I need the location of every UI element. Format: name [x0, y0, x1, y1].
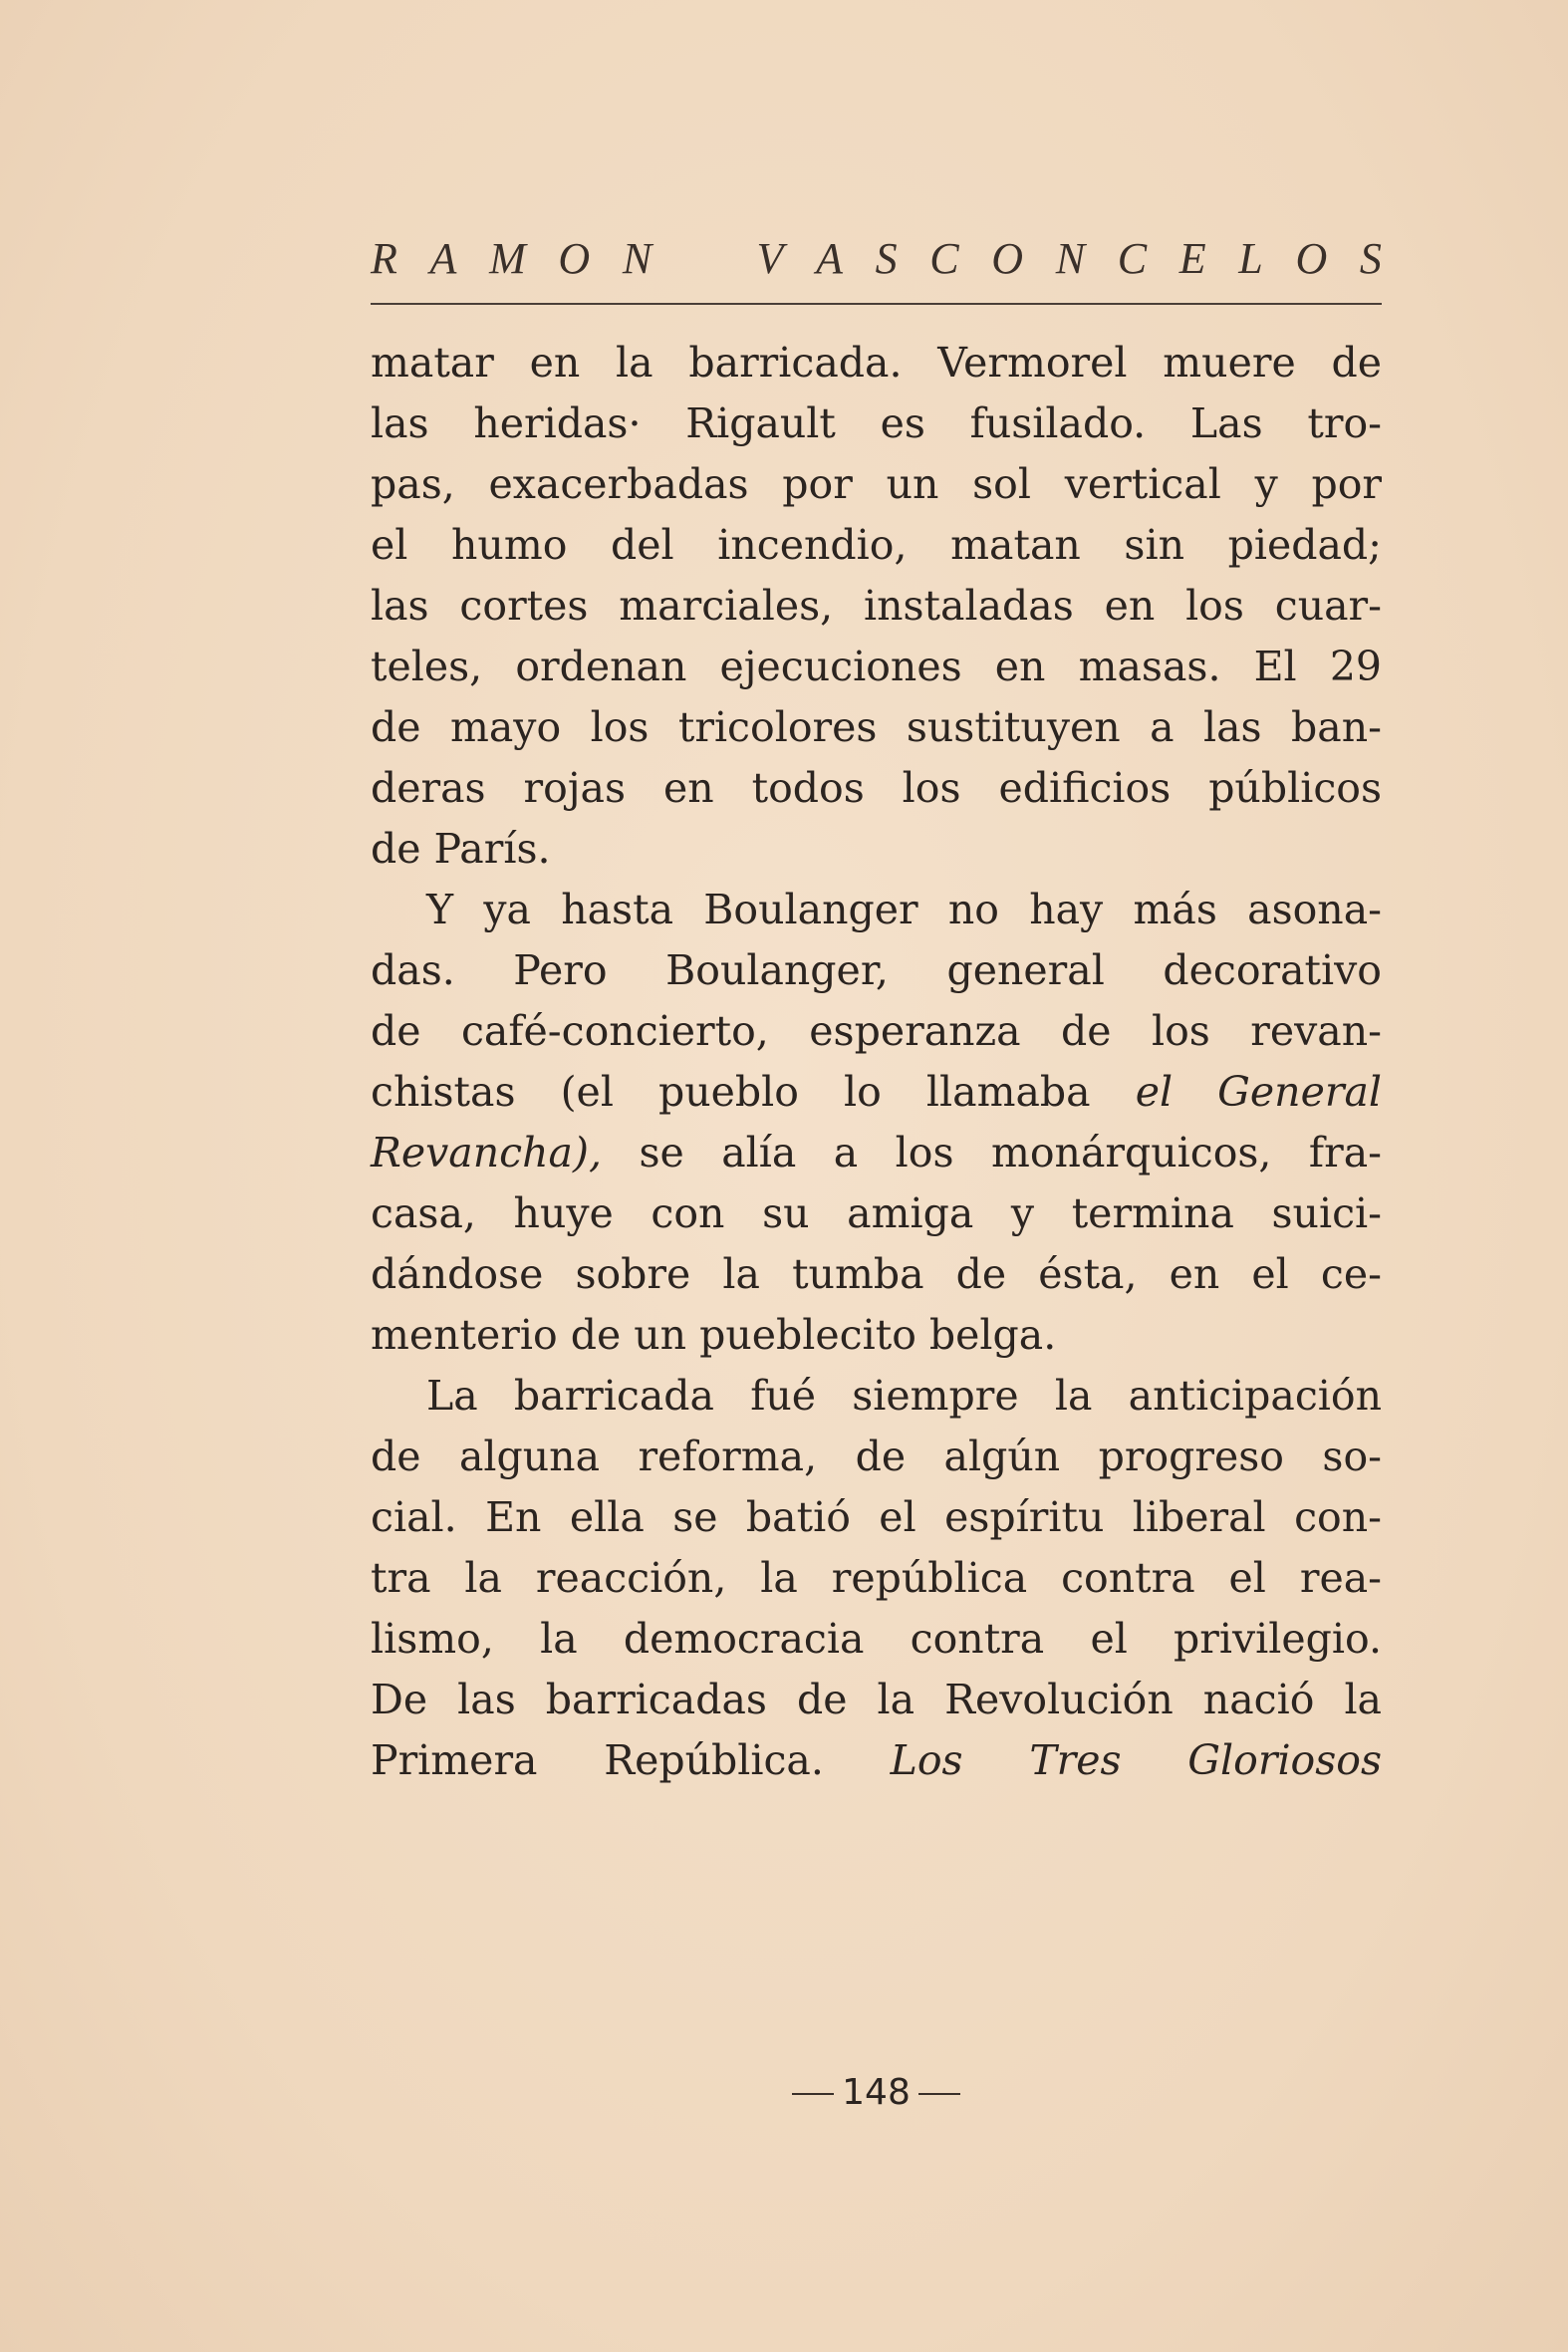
- text-line: De las barricadas de la Revolución nació la: [371, 1676, 1382, 1723]
- text-line: matar en la barricada. Vermorel muere de: [371, 339, 1382, 387]
- text-line: lismo, la democracia contra el privilegio.: [371, 1615, 1382, 1663]
- running-head-rule: [371, 303, 1382, 305]
- book-page: [371, 229, 1383, 2113]
- text-line: el humo del incendio, matan sin piedad;: [371, 521, 1382, 569]
- text-line: das. Pero Boulanger, general decorativo: [371, 946, 1382, 994]
- running-head-letter: O: [1295, 234, 1328, 283]
- running-head-letter: L: [1238, 234, 1263, 283]
- text-span: Primera República.: [371, 1736, 891, 1784]
- text-line: de mayo los tricolores sustituyen a las ban-: [371, 703, 1382, 751]
- running-head-letter: O: [558, 234, 591, 283]
- text-line: las cortes marciales, instaladas en los cuar-: [371, 582, 1382, 630]
- page-number: [371, 2072, 1382, 2113]
- running-head-letter: N: [622, 234, 653, 283]
- text-span: se alía a los monárquicos, fra-: [602, 1129, 1382, 1176]
- text-line: pas, exacerbadas por un sol vertical y por: [371, 460, 1382, 508]
- running-head-letter: N: [1055, 234, 1086, 283]
- text-line: de café-concierto, esperanza de los revan-: [371, 1007, 1382, 1055]
- text-line: menterio de un pueblecito belga.: [371, 1311, 1057, 1359]
- running-head-letter: C: [929, 234, 959, 283]
- running-head-letter: S: [875, 234, 898, 283]
- text-line: [371, 1123, 1382, 1183]
- text-line: La barricada fué siempre la anticipación: [426, 1372, 1382, 1420]
- text-line: cial. En ella se batió el espíritu liberal con-: [371, 1493, 1382, 1541]
- running-head-letter: C: [1117, 234, 1148, 283]
- text-line: las heridas· Rigault es fusilado. Las tro-: [371, 399, 1382, 447]
- running-head-letter: M: [489, 234, 526, 283]
- text-line: dándose sobre la tumba de ésta, en el ce-: [371, 1250, 1382, 1298]
- text-line: de París.: [371, 825, 551, 873]
- folio-dash-left: [792, 2093, 834, 2095]
- text-span: chistas (el pueblo lo llamaba: [371, 1068, 1136, 1116]
- italic-span: Revancha),: [371, 1129, 602, 1176]
- text-line: tra la reacción, la república contra el rea-: [371, 1554, 1382, 1602]
- running-head-gap: [684, 229, 724, 289]
- running-head-letter: O: [991, 234, 1024, 283]
- text-line: [371, 1730, 1382, 1791]
- text-line: casa, huye con su amiga y termina suici-: [371, 1189, 1382, 1237]
- page-number-text: 148: [842, 2072, 911, 2113]
- italic-span: el General: [1135, 1068, 1383, 1116]
- text-line: deras rojas en todos los edificios públicos: [371, 764, 1382, 812]
- body-text: [371, 333, 1382, 1791]
- running-head: [371, 229, 1382, 289]
- text-line: Y ya hasta Boulanger no hay más asona-: [426, 886, 1382, 933]
- text-line: [371, 1062, 1382, 1123]
- italic-span: Los Tres Gloriosos: [890, 1736, 1382, 1784]
- running-head-letter: S: [1359, 234, 1382, 283]
- text-line: de alguna reforma, de algún progreso so-: [371, 1433, 1382, 1480]
- running-head-letter: R: [371, 234, 397, 283]
- running-head-letter: E: [1178, 234, 1206, 283]
- running-head-letter: A: [816, 234, 843, 283]
- text-line: teles, ordenan ejecuciones en masas. El 29: [371, 643, 1382, 690]
- folio-dash-right: [918, 2093, 960, 2095]
- running-head-letter: A: [429, 234, 457, 283]
- running-head-letter: V: [756, 234, 784, 283]
